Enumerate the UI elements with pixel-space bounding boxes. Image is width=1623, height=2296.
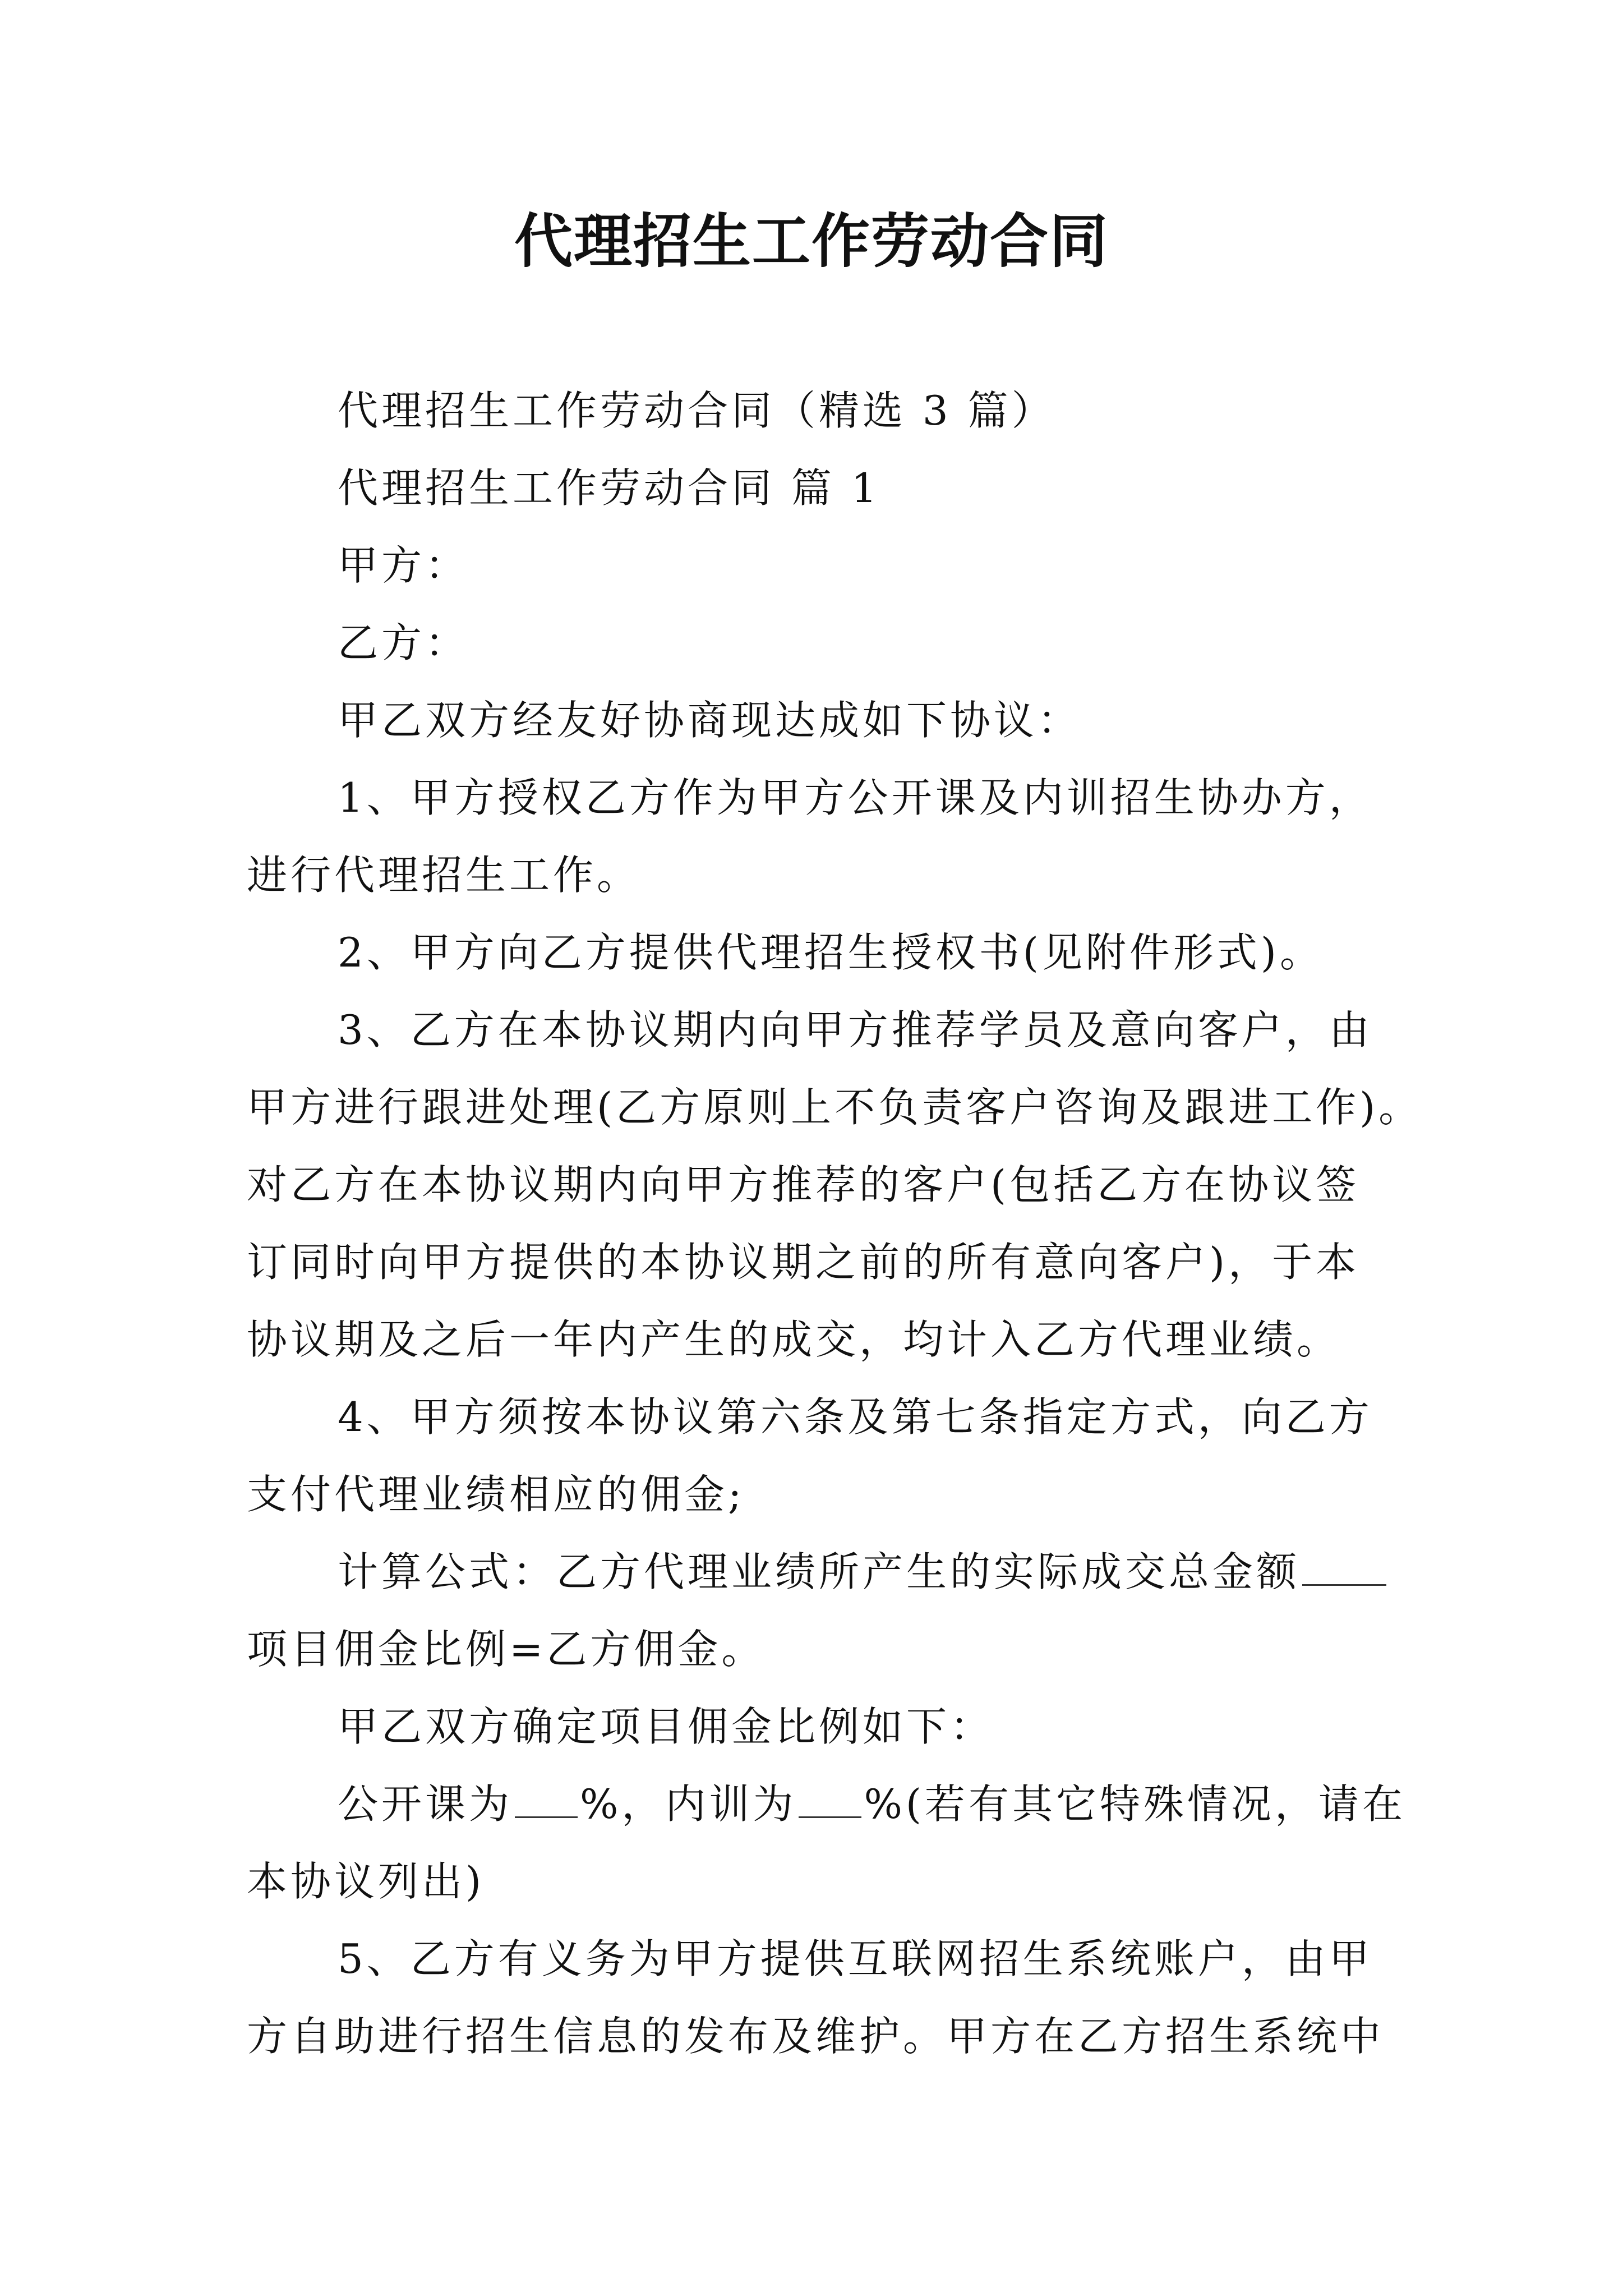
clause-4-line: 支付代理业绩相应的佣金;	[247, 1471, 745, 1518]
party-b-line: 乙方：	[338, 619, 469, 666]
formula-text: 计算公式：乙方代理业绩所产生的实际成交总金额	[338, 1548, 1301, 1595]
clause-3-line: 协议期及之后一年内产生的成交，均计入乙方代理业绩。	[247, 1316, 1341, 1363]
rate-label-public: 公开课为	[338, 1780, 513, 1828]
subtitle-line: 代理招生工作劳动合同（精选 3 篇）	[338, 387, 1055, 434]
clause-4-line: 4、甲方须按本协议第六条及第七条指定方式，向乙方	[338, 1393, 1373, 1441]
rate-label-internal: %，内训为	[580, 1780, 797, 1828]
commission-intro: 甲乙双方确定项目佣金比例如下：	[338, 1703, 994, 1750]
clause-1-line: 1、甲方授权乙方作为甲方公开课及内训招生协办方，	[338, 774, 1373, 821]
clause-2-line: 2、甲方向乙方提供代理招生授权书(见附件形式)。	[338, 929, 1324, 976]
clause-5-line: 5、乙方有义务为甲方提供互联网招生系统账户，由甲	[338, 1935, 1373, 1982]
party-a-line: 甲方：	[338, 542, 469, 589]
fill-in-blank[interactable]	[1302, 1552, 1386, 1586]
rate-note: %(若有其它特殊情况，请在	[864, 1780, 1406, 1828]
clause-1-line: 进行代理招生工作。	[247, 852, 641, 899]
formula-line: 项目佣金比例=乙方佣金。	[247, 1626, 766, 1673]
clause-3-line: 订同时向甲方提供的本协议期之前的所有意向客户)，于本	[247, 1239, 1360, 1286]
commission-rates-line	[338, 1776, 1406, 1832]
clause-3-line: 对乙方在本协议期内向甲方推荐的客户(包括乙方在协议签	[247, 1161, 1360, 1208]
clause-3-line: 3、乙方在本协议期内向甲方推荐学员及意向客户，由	[338, 1006, 1373, 1053]
clause-5-line: 方自助进行招生信息的发布及维护。甲方在乙方招生系统中	[247, 2013, 1385, 2060]
public-course-rate-blank[interactable]	[515, 1784, 578, 1818]
internal-training-rate-blank[interactable]	[799, 1784, 861, 1818]
commission-rates-line: 本协议列出)	[247, 1858, 485, 1905]
section-heading: 代理招生工作劳动合同 篇 1	[338, 464, 880, 512]
agreement-intro: 甲乙双方经友好协商现达成如下协议：	[338, 697, 1082, 744]
document-title: 代理招生工作劳动合同	[514, 206, 1109, 275]
formula-line	[338, 1544, 1389, 1600]
clause-3-line: 甲方进行跟进处理(乙方原则上不负责客户咨询及跟进工作)。	[247, 1084, 1423, 1131]
